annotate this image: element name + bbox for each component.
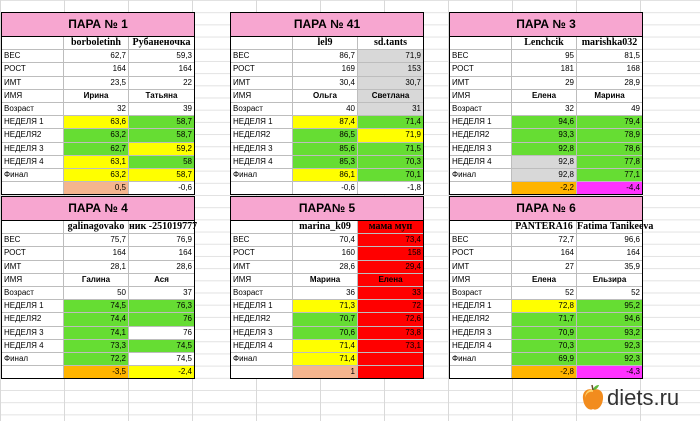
name-row: ИМЯ Ольга Светлана <box>231 90 423 103</box>
pair-title: ПАРА № 4 <box>2 197 194 221</box>
participant-1-nick: lel9 <box>293 37 358 49</box>
pair-title: ПАРА № 1 <box>2 13 194 37</box>
height-row: РОСТ 169 153 <box>231 63 423 76</box>
weight-row: ВЕС 70,4 73,4 <box>231 234 423 247</box>
pair-card-5 <box>230 196 424 379</box>
height-row: РОСТ 164 164 <box>2 247 194 260</box>
participant-2-nick: мама муп <box>358 221 423 233</box>
pair-title: ПАРА № 6 <box>450 197 642 221</box>
week4-row: НЕДЕЛЯ 4 73,3 74,5 <box>2 340 194 353</box>
weight-row: ВЕС 95 81,5 <box>450 50 642 63</box>
participant-1-nick: PANTERA16 <box>512 221 577 233</box>
week2-row: НЕДЕЛЯ2 71,7 94,6 <box>450 313 642 326</box>
participant-1-nick: marina_k09 <box>293 221 358 233</box>
week1-row: НЕДЕЛЯ 1 74,5 76,3 <box>2 300 194 313</box>
pair-card-6 <box>449 196 654 379</box>
name-row: ИМЯ Ирина Татьяна <box>2 90 194 103</box>
participant-2-nick: ник -251019777 <box>129 221 198 232</box>
height-row: РОСТ 164 164 <box>450 247 642 260</box>
age-row: Возраст 40 31 <box>231 103 423 116</box>
pair-card-1 <box>1 12 195 195</box>
final-row: Финал 69,9 92,3 <box>450 353 642 366</box>
diff-row: -3,5 -2,4 <box>2 366 194 378</box>
diff-row: -0,6 -1,8 <box>231 182 423 194</box>
participant-1-nick: galinagovako <box>64 221 129 233</box>
weight-row: ВЕС 75,7 76,9 <box>2 234 194 247</box>
week4-row: НЕДЕЛЯ 4 92,8 77,8 <box>450 156 642 169</box>
week1-row: НЕДЕЛЯ 1 71,3 72 <box>231 300 423 313</box>
nick-row <box>2 37 194 50</box>
week1-row: НЕДЕЛЯ 1 72,8 95,2 <box>450 300 642 313</box>
week1-row: НЕДЕЛЯ 1 87,4 71,4 <box>231 116 423 129</box>
participant-2-nick: marishka032 <box>581 37 638 48</box>
participant-1-nick: Lenchcik <box>512 37 577 49</box>
nick-row <box>450 221 654 234</box>
participant-1-nick: borboletinh <box>64 37 129 49</box>
weight-row: ВЕС 62,7 59,3 <box>2 50 194 63</box>
weight-row: ВЕС 72,7 96,6 <box>450 234 642 247</box>
week3-row: НЕДЕЛЯ 3 70,6 73,8 <box>231 327 423 340</box>
final-row: Финал 63,2 58,7 <box>2 169 194 182</box>
final-row: Финал 86,1 70,1 <box>231 169 423 182</box>
age-row: Возраст 32 49 <box>450 103 642 116</box>
age-row: Возраст 50 37 <box>2 287 194 300</box>
diff-row: -2,2 -4,4 <box>450 182 642 194</box>
week3-row: НЕДЕЛЯ 3 74,1 76 <box>2 327 194 340</box>
bmi-row: ИМТ 29 28,9 <box>450 77 642 90</box>
week2-row: НЕДЕЛЯ2 93,3 78,9 <box>450 129 642 142</box>
bmi-row: ИМТ 27 35,9 <box>450 261 642 274</box>
week2-row: НЕДЕЛЯ2 74,4 76 <box>2 313 194 326</box>
diff-row: 0,5 -0,6 <box>2 182 194 194</box>
pair-title: ПАРА № 41 <box>231 13 423 37</box>
logo-text: diets.ru <box>607 385 680 410</box>
bmi-row: ИМТ 23,5 22 <box>2 77 194 90</box>
bmi-row: ИМТ 28,1 28,6 <box>2 261 194 274</box>
week4-row: НЕДЕЛЯ 4 70,3 92,3 <box>450 340 642 353</box>
bmi-row: ИМТ 30,4 30,7 <box>231 77 423 90</box>
pair-card-4 <box>1 196 198 379</box>
week3-row: НЕДЕЛЯ 3 92,8 78,6 <box>450 143 642 156</box>
final-row: Финал 72,2 74,5 <box>2 353 194 366</box>
weight-row: ВЕС 86,7 71,9 <box>231 50 423 63</box>
week4-row: НЕДЕЛЯ 4 85,3 70,3 <box>231 156 423 169</box>
diff-row: -2,8 -4,3 <box>450 366 642 378</box>
week2-row: НЕДЕЛЯ2 70,7 72,6 <box>231 313 423 326</box>
name-row: ИМЯ Галина Ася <box>2 274 194 287</box>
height-row: РОСТ 160 158 <box>231 247 423 260</box>
participant-2-nick: sd.tants <box>373 37 408 48</box>
name-row: ИМЯ Елена Ельзира <box>450 274 642 287</box>
participant-2-nick: Fatima Tanikeeva <box>577 221 654 232</box>
age-row: Возраст 36 33 <box>231 287 423 300</box>
week3-row: НЕДЕЛЯ 3 85,6 71,5 <box>231 143 423 156</box>
apple-icon <box>581 384 605 412</box>
bmi-row: ИМТ 28,6 29,4 <box>231 261 423 274</box>
pair-title: ПАРА № 3 <box>450 13 642 37</box>
week3-row: НЕДЕЛЯ 3 62,7 59,2 <box>2 143 194 156</box>
week2-row: НЕДЕЛЯ2 86,5 71,9 <box>231 129 423 142</box>
week1-row: НЕДЕЛЯ 1 63,6 58,7 <box>2 116 194 129</box>
week4-row: НЕДЕЛЯ 4 71,4 73,1 <box>231 340 423 353</box>
nick-row <box>450 37 642 50</box>
week2-row: НЕДЕЛЯ2 63,2 58,7 <box>2 129 194 142</box>
name-row: ИМЯ Марина Елена <box>231 274 423 287</box>
week4-row: НЕДЕЛЯ 4 63,1 58 <box>2 156 194 169</box>
diff-row: 1 <box>231 366 423 378</box>
diets-logo[interactable] <box>581 382 697 414</box>
age-row: Возраст 32 39 <box>2 103 194 116</box>
participant-2-nick: Рубаненочка <box>132 37 191 48</box>
nick-row <box>2 221 198 234</box>
week1-row: НЕДЕЛЯ 1 94,6 79,4 <box>450 116 642 129</box>
height-row: РОСТ 164 164 <box>2 63 194 76</box>
final-row: Финал 71,4 <box>231 353 423 366</box>
pair-card-41 <box>230 12 424 195</box>
pair-card-3 <box>449 12 643 195</box>
nick-row <box>231 221 423 234</box>
final-row: Финал 92,8 77,1 <box>450 169 642 182</box>
height-row: РОСТ 181 168 <box>450 63 642 76</box>
age-row: Возраст 52 52 <box>450 287 642 300</box>
name-row: ИМЯ Елена Марина <box>450 90 642 103</box>
pair-title: ПАРА№ 5 <box>231 197 423 221</box>
nick-row <box>231 37 423 50</box>
week3-row: НЕДЕЛЯ 3 70,9 93,2 <box>450 327 642 340</box>
